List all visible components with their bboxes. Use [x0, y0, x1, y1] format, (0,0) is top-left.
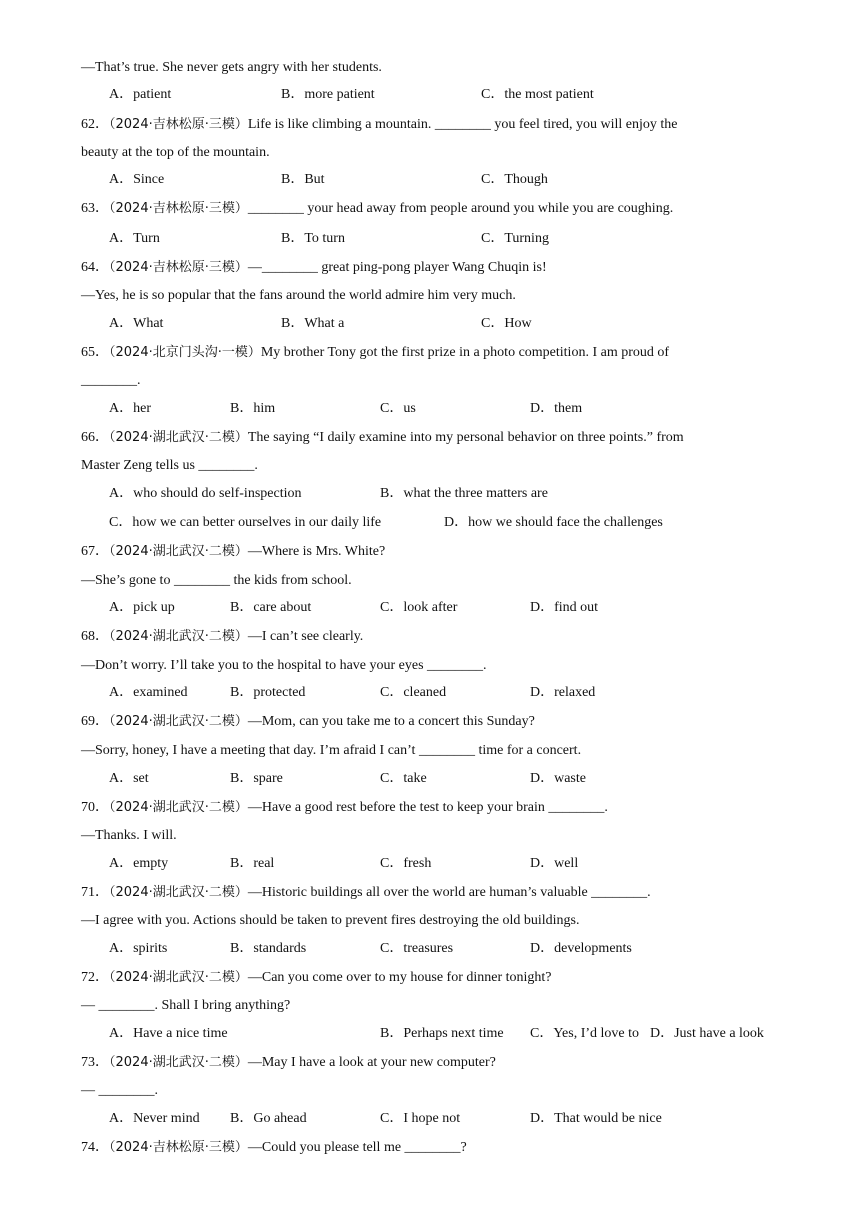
question-text: — ________. — [81, 1083, 158, 1098]
option-c: C．how we can better ourselves in our daily life — [109, 515, 382, 530]
option-b: B．what the three matters are — [380, 486, 548, 501]
question-number: 68． — [81, 629, 109, 644]
option-a: A．Have a nice time — [109, 1026, 228, 1041]
question-text: —________ great ping-pong player Wang Chuqin is! — [247, 260, 547, 275]
option-d: D．how we should face the challenges — [444, 515, 663, 530]
option-b: B．spare — [230, 771, 283, 786]
question-source: （2024·吉林松原·三模） — [109, 117, 248, 132]
question-text: —Where is Mrs. White? — [247, 544, 386, 559]
question-number: 67． — [81, 544, 109, 559]
option-a: A．patient — [109, 87, 172, 102]
option-d: D．waste — [530, 771, 586, 786]
option-b: B．him — [230, 401, 276, 416]
option-a: A．set — [109, 771, 149, 786]
option-d: D．find out — [530, 600, 599, 615]
option-c: C．cleaned — [380, 685, 447, 700]
question-text: ________ your head away from people around you while you are coughing. — [247, 201, 674, 216]
option-b: B．more patient — [281, 87, 375, 102]
question-source: （2024·湖北武汉·二模） — [109, 970, 248, 985]
question-61-continuation: —That’s true. She never gets angry with her students. — [81, 60, 382, 75]
option-b: B．protected — [230, 685, 306, 700]
option-c: C．the most patient — [481, 87, 594, 102]
question-text: The saying “I daily examine into my personal behavior on three points.” from — [247, 430, 684, 445]
option-c: C．treasures — [380, 941, 454, 956]
question-69-stem — [81, 713, 535, 731]
option-c: C．How — [481, 316, 532, 331]
question-source: （2024·吉林松原·三模） — [109, 1140, 248, 1155]
question-text: —I can’t see clearly. — [247, 629, 364, 644]
question-number: 69． — [81, 714, 109, 729]
question-number: 73． — [81, 1055, 109, 1070]
option-b: B．What a — [281, 316, 345, 331]
option-c: C．I hope not — [380, 1111, 461, 1126]
question-71-stem — [81, 884, 651, 902]
question-text: —Thanks. I will. — [81, 828, 177, 843]
question-text: ________. — [81, 373, 141, 388]
option-b: B．To turn — [281, 231, 345, 246]
option-c: C．Turning — [481, 231, 549, 246]
question-text: —I agree with you. Actions should be taken to prevent fires destroying the old buildings. — [81, 913, 580, 928]
question-number: 70． — [81, 800, 109, 815]
option-d: D．well — [530, 856, 579, 871]
question-text: —Mom, can you take me to a concert this Sunday? — [247, 714, 535, 729]
option-d: D．Just have a look — [650, 1026, 764, 1041]
question-text: —Don’t worry. I’ll take you to the hospital to have your eyes ________. — [81, 658, 487, 673]
option-a: A．who should do self-inspection — [109, 486, 302, 501]
question-text: —Yes, he is so popular that the fans around the world admire him very much. — [81, 288, 516, 303]
question-text: My brother Tony got the first prize in a photo competition. I am proud of — [260, 345, 670, 360]
question-text: —May I have a look at your new computer? — [247, 1055, 496, 1070]
question-text: —Have a good rest before the test to keep your brain ________. — [247, 800, 608, 815]
question-text: —Can you come over to my house for dinner tonight? — [247, 970, 552, 985]
option-a: A．examined — [109, 685, 188, 700]
option-d: D．That would be nice — [530, 1111, 662, 1126]
question-number: 65． — [81, 345, 109, 360]
question-text: — ________. Shall I bring anything? — [81, 998, 291, 1013]
question-74-stem — [81, 1139, 467, 1157]
question-number: 72． — [81, 970, 109, 985]
option-c: C．take — [380, 771, 427, 786]
option-a: A．empty — [109, 856, 169, 871]
question-source: （2024·吉林松原·三模） — [109, 201, 248, 216]
question-text: beauty at the top of the mountain. — [81, 145, 270, 160]
question-65-stem — [81, 344, 669, 362]
question-62-stem — [81, 116, 678, 134]
option-d: D．relaxed — [530, 685, 596, 700]
question-source: （2024·北京门头沟·一模） — [109, 345, 261, 360]
question-source: （2024·吉林松原·三模） — [109, 260, 248, 275]
option-c: C．us — [380, 401, 416, 416]
question-source: （2024·湖北武汉·二模） — [109, 885, 248, 900]
question-68-stem — [81, 628, 363, 646]
option-a: A．pick up — [109, 600, 175, 615]
option-c: C．look after — [380, 600, 458, 615]
question-text: —Could you please tell me ________? — [247, 1140, 467, 1155]
option-c: C．Though — [481, 172, 548, 187]
question-source: （2024·湖北武汉·二模） — [109, 800, 248, 815]
question-70-stem — [81, 799, 608, 817]
option-b: B．But — [281, 172, 325, 187]
question-source: （2024·湖北武汉·二模） — [109, 1055, 248, 1070]
question-72-stem — [81, 969, 552, 987]
question-text: Life is like climbing a mountain. ________ you feel tired, you will enjoy the — [247, 117, 678, 132]
question-66-stem — [81, 429, 684, 447]
question-number: 66． — [81, 430, 109, 445]
question-text: —She’s gone to ________ the kids from school. — [81, 573, 352, 588]
option-d: D．them — [530, 401, 583, 416]
option-c: C．fresh — [380, 856, 432, 871]
question-text: —Historic buildings all over the world are human’s valuable ________. — [247, 885, 651, 900]
question-73-stem — [81, 1054, 496, 1072]
option-a: A．What — [109, 316, 164, 331]
option-a: A．her — [109, 401, 151, 416]
option-b: B．Perhaps next time — [380, 1026, 504, 1041]
option-a: A．Since — [109, 172, 165, 187]
question-63-stem — [81, 200, 673, 218]
question-64-stem — [81, 259, 547, 277]
question-text: Master Zeng tells us ________. — [81, 458, 258, 473]
question-number: 71． — [81, 885, 109, 900]
question-source: （2024·湖北武汉·二模） — [109, 629, 248, 644]
question-source: （2024·湖北武汉·二模） — [109, 544, 248, 559]
question-number: 74． — [81, 1140, 109, 1155]
option-d: D．developments — [530, 941, 632, 956]
question-number: 62． — [81, 117, 109, 132]
question-source: （2024·湖北武汉·二模） — [109, 430, 248, 445]
question-number: 63． — [81, 201, 109, 216]
option-b: B．care about — [230, 600, 312, 615]
question-text: —Sorry, honey, I have a meeting that day. I’m afraid I can’t ________ time for a concert. — [81, 743, 582, 758]
option-b: B．standards — [230, 941, 307, 956]
question-67-stem — [81, 543, 385, 561]
option-c: C．Yes, I’d love to — [530, 1026, 640, 1041]
option-a: A．Turn — [109, 231, 160, 246]
option-a: A．Never mind — [109, 1111, 200, 1126]
option-b: B．Go ahead — [230, 1111, 307, 1126]
question-number: 64． — [81, 260, 109, 275]
question-source: （2024·湖北武汉·二模） — [109, 714, 248, 729]
option-a: A．spirits — [109, 941, 168, 956]
option-b: B．real — [230, 856, 275, 871]
